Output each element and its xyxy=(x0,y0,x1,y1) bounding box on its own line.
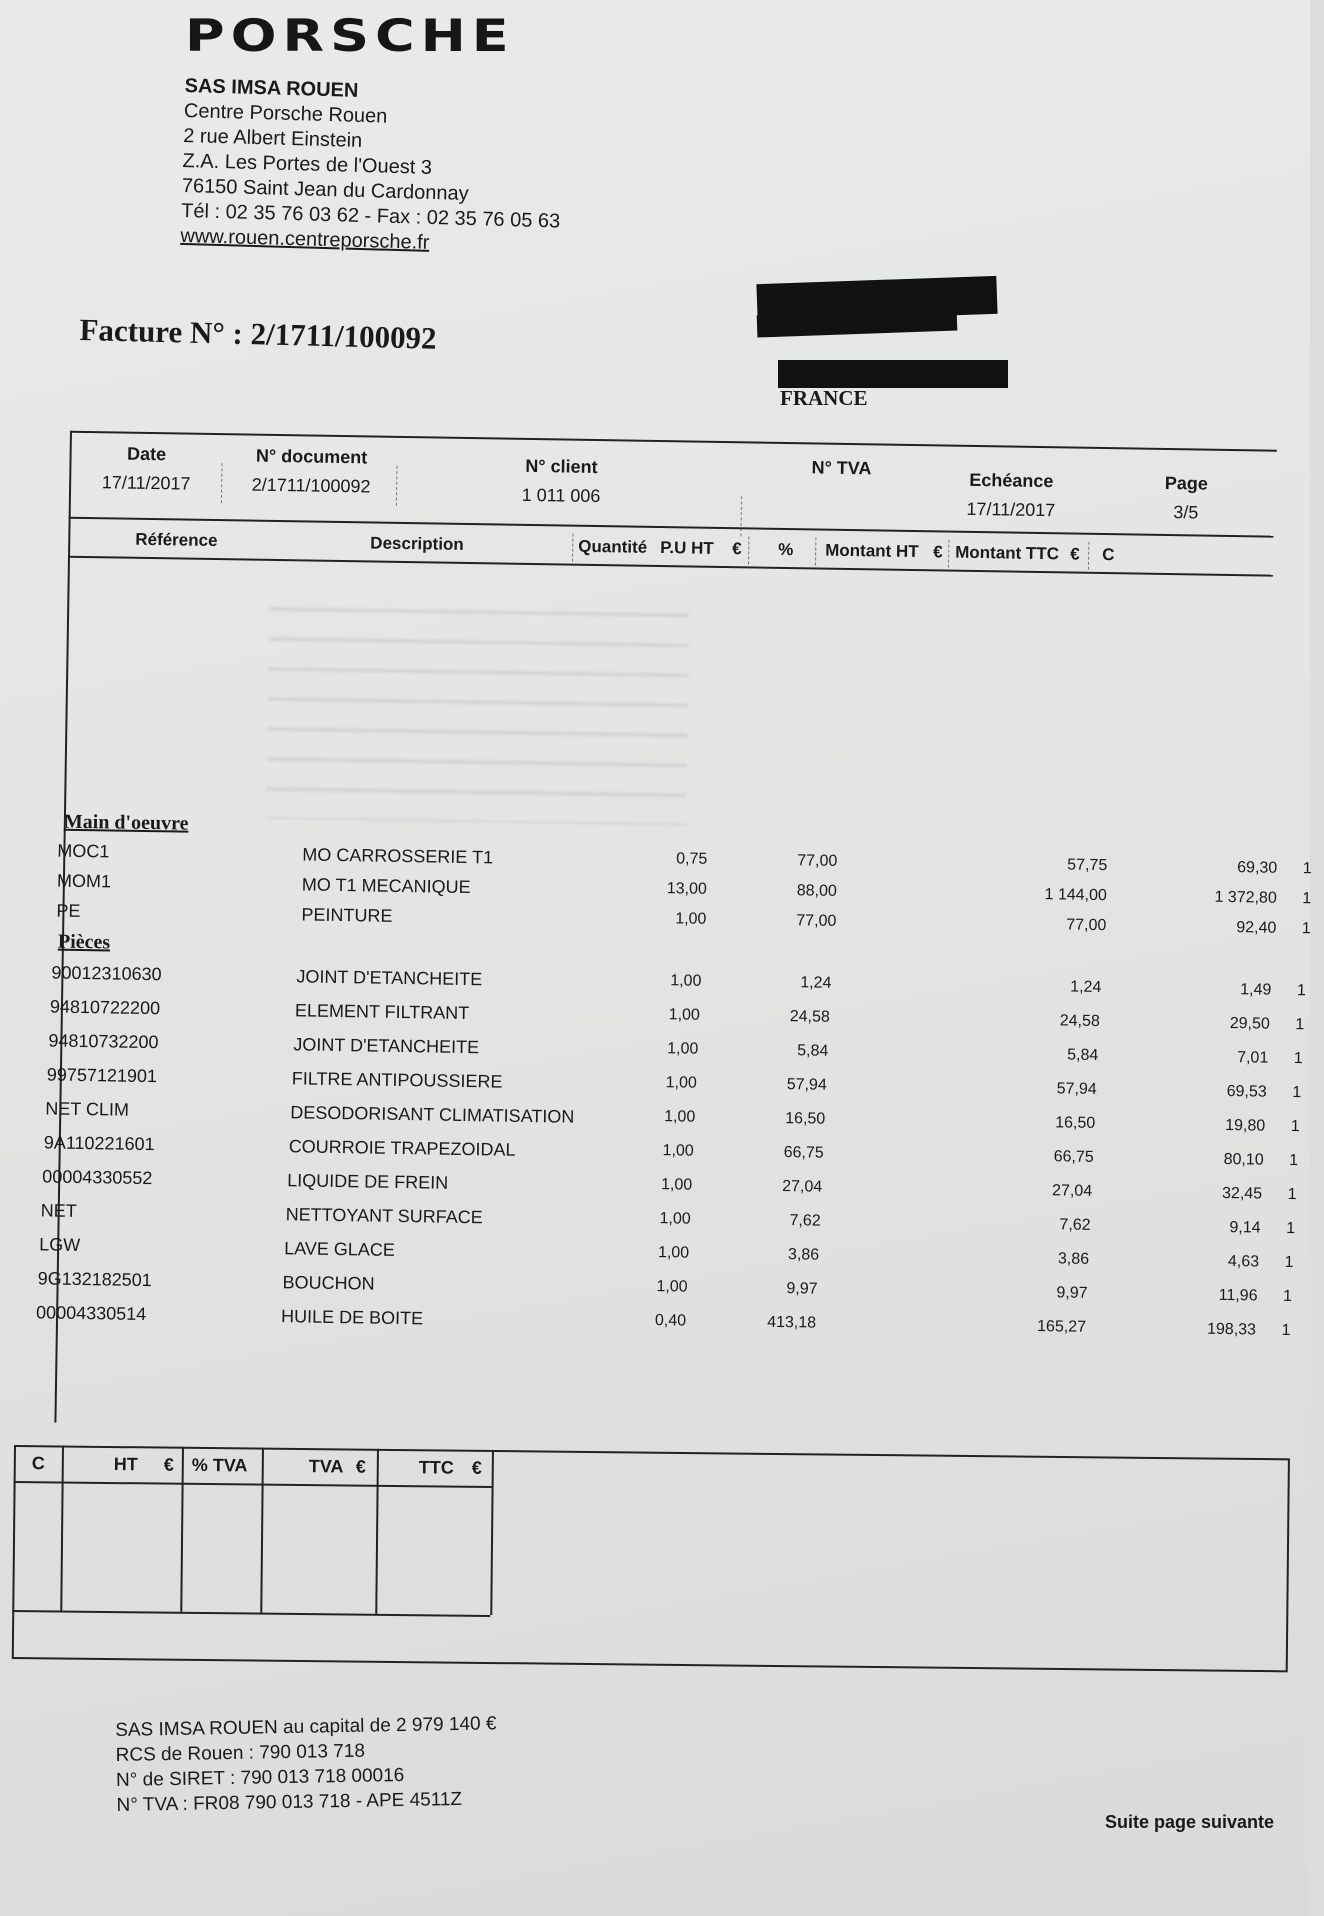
cell-amount-ttc: 7,01 xyxy=(1237,1049,1269,1067)
due-cell xyxy=(936,469,1087,521)
address-line: Z.A. Les Portes de l'Ouest 3 xyxy=(182,149,433,179)
date-cell xyxy=(81,443,212,495)
summary-pct-tva-label: % TVA xyxy=(191,1454,248,1476)
cell-description: NETTOYANT SURFACE xyxy=(285,1204,483,1228)
cell-description: DESODORISANT CLIMATISATION xyxy=(290,1102,575,1127)
cell-reference: 9A110221601 xyxy=(43,1132,155,1155)
cell-quantity: 0,40 xyxy=(654,1312,687,1330)
website-link[interactable]: www.rouen.centreporsche.fr xyxy=(180,224,430,254)
cell-amount-ht: 3,86 xyxy=(1057,1250,1090,1268)
summary-tva-currency: € xyxy=(355,1456,366,1477)
cell-reference: MOM1 xyxy=(56,870,112,892)
summary-c-label: C xyxy=(31,1453,45,1474)
cell-c: 1 xyxy=(1287,1185,1297,1204)
section-title-parts: Pièces xyxy=(57,930,111,954)
redaction-bar xyxy=(778,360,1008,388)
cell-quantity: 1,00 xyxy=(664,1108,696,1126)
company-address xyxy=(180,74,564,260)
cell-amount-ttc: 29,50 xyxy=(1229,1015,1270,1033)
footer-line: N° TVA : FR08 790 013 718 - APE 4511Z xyxy=(116,1788,463,1816)
cell-amount-ht: 7,62 xyxy=(1059,1216,1091,1234)
cell-amount-ht: 165,27 xyxy=(1036,1318,1087,1336)
col-percent: % xyxy=(778,539,794,560)
phone-fax: Tél : 02 35 76 03 62 - Fax : 02 35 76 05 63 xyxy=(180,199,561,233)
cell-quantity: 1,00 xyxy=(675,910,707,928)
cell-description: ELEMENT FILTRANT xyxy=(294,1000,470,1024)
section-title-labor: Main d'oeuvre xyxy=(63,810,189,835)
cell-amount-ttc: 92,40 xyxy=(1236,919,1277,937)
legal-footer xyxy=(115,1711,498,1818)
cell-amount-ttc: 32,45 xyxy=(1221,1184,1263,1203)
col-currency: € xyxy=(1070,544,1080,564)
summary-tva-label: TVA xyxy=(308,1456,344,1477)
cell-unit-price: 413,18 xyxy=(767,1313,817,1332)
recipient-country: FRANCE xyxy=(780,386,868,410)
page-label: Page xyxy=(1164,472,1208,494)
invoice-table xyxy=(6,430,1312,1450)
client-cell xyxy=(471,455,652,508)
cell-description: JOINT D'ETANCHEITE xyxy=(293,1034,480,1058)
cell-reference: NET CLIM xyxy=(45,1098,130,1120)
cell-amount-ttc: 4,63 xyxy=(1227,1253,1260,1271)
footer-line: RCS de Rouen : 790 013 718 xyxy=(115,1740,366,1766)
summary-ttc-currency: € xyxy=(471,1457,482,1478)
invoice-title: Facture N° : 2/1711/100092 xyxy=(79,312,437,356)
vat-summary-table xyxy=(12,1445,1289,1678)
col-description: Description xyxy=(370,533,464,554)
cell-reference: 99757121901 xyxy=(46,1064,158,1087)
cell-amount-ht: 1,24 xyxy=(1070,978,1102,997)
date-value: 17/11/2017 xyxy=(101,472,191,494)
due-label: Echéance xyxy=(969,469,1054,492)
cell-unit-price: 77,00 xyxy=(796,912,837,930)
cell-quantity: 1,00 xyxy=(665,1074,697,1092)
document-cell xyxy=(226,445,397,498)
porsche-logo: PORSCHE xyxy=(185,10,515,62)
cell-amount-ht: 66,75 xyxy=(1053,1148,1094,1166)
page-cell xyxy=(1131,472,1242,524)
cell-unit-price: 24,58 xyxy=(789,1008,831,1026)
cell-unit-price: 5,84 xyxy=(797,1042,829,1060)
cell-c: 1 xyxy=(1289,1151,1299,1170)
cell-quantity: 0,75 xyxy=(676,850,708,868)
cell-amount-ht: 16,50 xyxy=(1055,1114,1096,1132)
cell-c: 1 xyxy=(1281,1321,1291,1340)
cell-reference: 94810732200 xyxy=(48,1030,159,1053)
cell-c: 1 xyxy=(1290,1118,1300,1136)
cell-unit-price: 27,04 xyxy=(782,1178,823,1196)
cell-amount-ttc: 69,53 xyxy=(1226,1083,1267,1101)
cell-quantity: 1,00 xyxy=(670,972,702,990)
col-amount-ht: Montant HT xyxy=(825,540,919,562)
address-line: 2 rue Albert Einstein xyxy=(182,124,363,152)
cell-amount-ht: 77,00 xyxy=(1066,916,1107,935)
summary-ht-label: HT xyxy=(113,1454,138,1475)
cell-amount-ht: 57,94 xyxy=(1056,1080,1097,1098)
bleed-through-texture xyxy=(266,589,690,826)
cell-amount-ttc: 19,80 xyxy=(1225,1116,1266,1135)
cell-description: COURROIE TRAPEZOIDAL xyxy=(288,1136,516,1160)
company-name: SAS IMSA ROUEN xyxy=(184,74,359,102)
cell-unit-price: 57,94 xyxy=(786,1076,827,1094)
col-reference: Référence xyxy=(135,529,218,551)
tva-label: N° TVA xyxy=(811,457,872,479)
cell-c: 1 xyxy=(1282,1287,1293,1306)
cell-c: 1 xyxy=(1286,1219,1296,1238)
cell-reference: MOC1 xyxy=(57,840,110,862)
cell-description: PEINTURE xyxy=(301,904,393,926)
cell-c: 1 xyxy=(1302,890,1312,908)
cell-c: 1 xyxy=(1292,1084,1302,1102)
cell-amount-ttc: 80,10 xyxy=(1223,1150,1264,1169)
cell-amount-ht: 5,84 xyxy=(1067,1046,1099,1064)
client-value: 1 011 006 xyxy=(521,484,601,507)
cell-amount-ht: 9,97 xyxy=(1056,1284,1088,1302)
cell-description: JOINT D'ETANCHEITE xyxy=(296,966,483,990)
address-line: Centre Porsche Rouen xyxy=(183,99,388,128)
col-currency: € xyxy=(933,542,943,562)
footer-line: N° de SIRET : 790 013 718 00016 xyxy=(115,1764,405,1791)
col-currency: € xyxy=(732,539,742,559)
cell-c: 1 xyxy=(1293,1050,1303,1068)
col-quantity: Quantité xyxy=(578,536,648,557)
cell-reference: LGW xyxy=(39,1234,81,1256)
cell-quantity: 1,00 xyxy=(667,1040,699,1058)
cell-reference: 94810722200 xyxy=(49,996,161,1019)
summary-ttc-label: TTC xyxy=(418,1457,454,1478)
cell-amount-ttc: 198,33 xyxy=(1206,1320,1257,1339)
cell-c: 1 xyxy=(1302,860,1312,878)
cell-description: HUILE DE BOITE xyxy=(280,1306,424,1329)
cell-unit-price: 1,24 xyxy=(800,974,832,992)
continued-note: Suite page suivante xyxy=(1105,1812,1275,1832)
cell-unit-price: 77,00 xyxy=(797,852,838,870)
cell-amount-ttc: 69,30 xyxy=(1237,859,1278,877)
col-c: C xyxy=(1102,544,1115,565)
cell-quantity: 1,00 xyxy=(660,1176,693,1194)
cell-amount-ttc: 11,96 xyxy=(1218,1286,1258,1305)
cell-reference: 90012310630 xyxy=(51,962,162,985)
cell-amount-ht: 57,75 xyxy=(1067,856,1108,875)
cell-reference: NET xyxy=(40,1200,77,1221)
cell-quantity: 1,00 xyxy=(656,1278,688,1296)
cell-quantity: 1,00 xyxy=(657,1244,690,1262)
cell-amount-ht: 27,04 xyxy=(1051,1182,1093,1200)
cell-reference: 9G132182501 xyxy=(37,1268,152,1291)
document-value: 2/1711/100092 xyxy=(251,474,371,497)
cell-amount-ttc: 9,14 xyxy=(1229,1219,1261,1237)
col-amount-ttc: Montant TTC xyxy=(955,542,1060,564)
cell-reference: 00004330514 xyxy=(35,1302,147,1325)
cell-description: LIQUIDE DE FREIN xyxy=(287,1170,449,1193)
client-label: N° client xyxy=(525,455,598,478)
cell-unit-price: 16,50 xyxy=(785,1110,826,1128)
tva-cell xyxy=(766,457,916,488)
cell-quantity: 1,00 xyxy=(659,1210,691,1228)
cell-description: MO CARROSSERIE T1 xyxy=(302,844,494,868)
cell-quantity: 1,00 xyxy=(668,1006,701,1024)
date-label: Date xyxy=(126,443,167,465)
cell-description: FILTRE ANTIPOUSSIERE xyxy=(291,1068,503,1092)
cell-unit-price: 9,97 xyxy=(786,1280,818,1298)
cell-c: 1 xyxy=(1301,920,1311,938)
col-unit-price: P.U HT xyxy=(660,538,714,558)
due-value: 17/11/2017 xyxy=(966,498,1056,521)
cell-amount-ht: 24,58 xyxy=(1059,1012,1100,1031)
cell-unit-price: 3,86 xyxy=(787,1246,820,1264)
document-label: N° document xyxy=(255,445,368,468)
cell-reference: 00004330552 xyxy=(42,1166,153,1189)
cell-description: MO T1 MECANIQUE xyxy=(301,874,471,898)
cell-amount-ttc: 1,49 xyxy=(1240,981,1272,999)
cell-c: 1 xyxy=(1284,1253,1294,1272)
cell-c: 1 xyxy=(1295,1016,1305,1034)
cell-reference: PE xyxy=(56,900,81,921)
cell-unit-price: 7,62 xyxy=(789,1212,821,1230)
cell-c: 1 xyxy=(1296,982,1306,1000)
cell-quantity: 1,00 xyxy=(662,1142,694,1160)
cell-description: BOUCHON xyxy=(282,1272,375,1294)
cell-unit-price: 88,00 xyxy=(796,882,837,900)
page-value: 3/5 xyxy=(1173,502,1199,523)
cell-amount-ttc: 1 372,80 xyxy=(1214,888,1277,907)
cell-description: LAVE GLACE xyxy=(284,1238,396,1260)
footer-line: SAS IMSA ROUEN au capital de 2 979 140 € xyxy=(115,1713,497,1741)
cell-amount-ht: 1 144,00 xyxy=(1044,886,1107,905)
summary-ht-currency: € xyxy=(163,1454,174,1475)
address-line: 76150 Saint Jean du Cardonnay xyxy=(181,174,469,205)
cell-quantity: 13,00 xyxy=(666,880,708,898)
cell-unit-price: 66,75 xyxy=(783,1144,824,1162)
